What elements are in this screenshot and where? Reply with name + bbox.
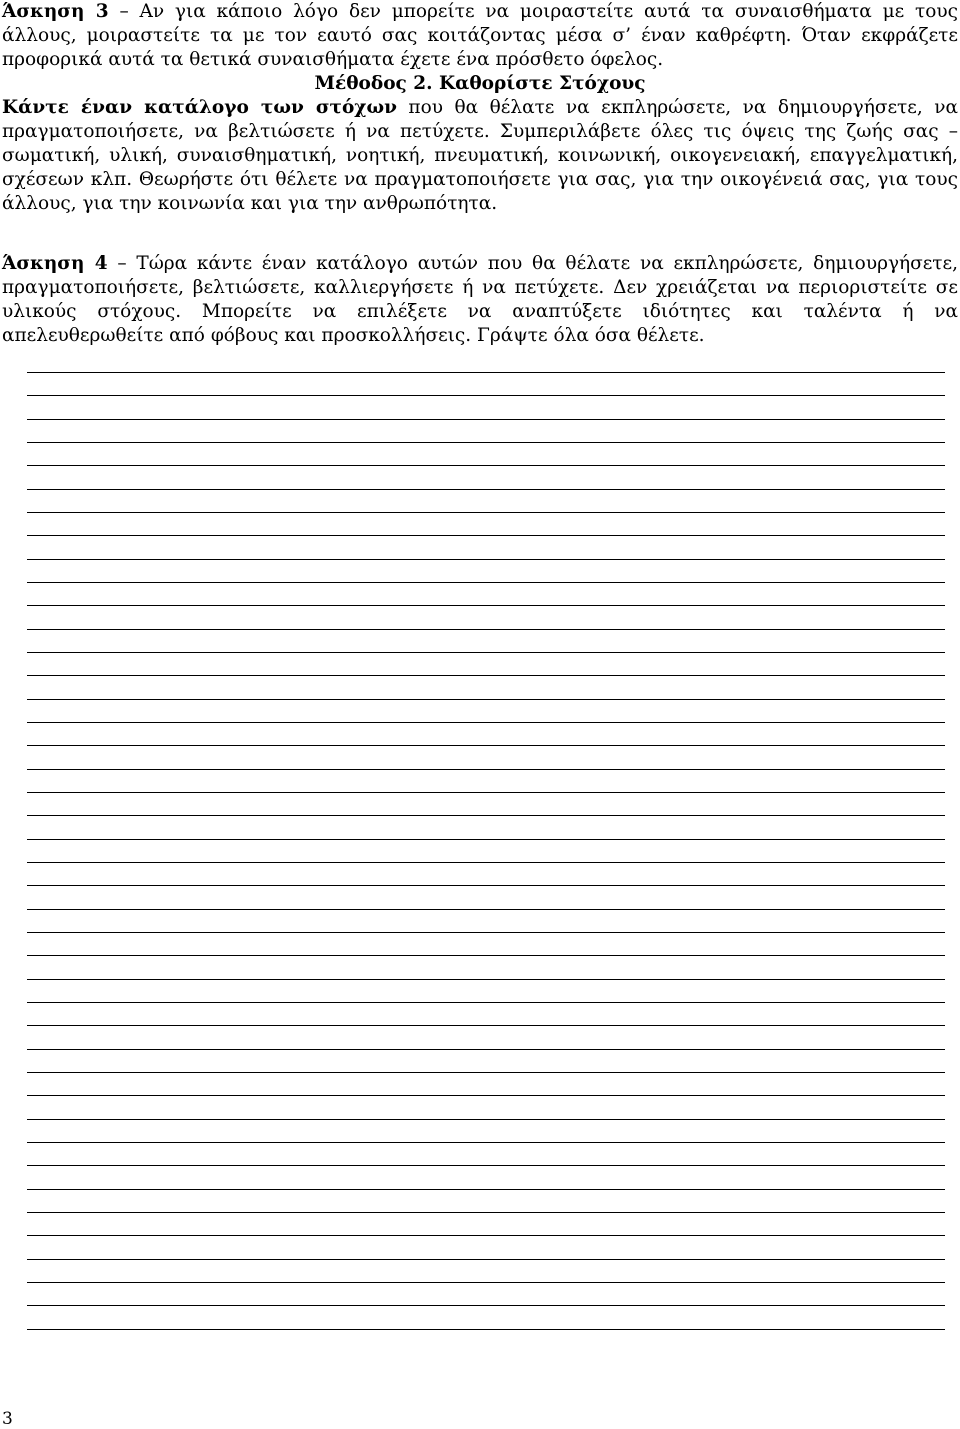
writing-line <box>27 395 945 396</box>
writing-line <box>27 1142 945 1143</box>
writing-line <box>27 909 945 910</box>
writing-line <box>27 489 945 490</box>
writing-line <box>27 792 945 793</box>
writing-line <box>27 605 945 606</box>
writing-line <box>27 932 945 933</box>
writing-line <box>27 465 945 466</box>
writing-line <box>27 1212 945 1213</box>
writing-line <box>27 582 945 583</box>
exercise-3-label: Άσκηση 3 <box>2 1 109 22</box>
writing-line <box>27 442 945 443</box>
exercise-4-label: Άσκηση 4 <box>2 253 108 274</box>
writing-line <box>27 955 945 956</box>
writing-line <box>27 1189 945 1190</box>
writing-line <box>27 1259 945 1260</box>
writing-line <box>27 372 945 373</box>
writing-line <box>27 559 945 560</box>
writing-line <box>27 1049 945 1050</box>
exercise-4-text: Τώρα κάντε έναν κατάλογο αυτών που θα θέλατε να εκπληρώσετε, δημιουργήσετε, πραγματοποιήσετε, βελτιώσετε, καλλιεργήσετε ή να πετύχετε. Δεν χρειάζεται να περιοριστείτε σε υλικούς στόχους. Μπορείτε να επιλέξετε να αναπτύξετε ιδιότητες και ταλέντα ή να απελευθερωθείτε από φόβους και προσκολλήσεις. Γράψτε όλα όσα θέλετε. <box>2 253 958 346</box>
method-2-lead: Κάντε έναν κατάλογο των στόχων <box>2 97 397 118</box>
page-number: 3 <box>2 1409 13 1429</box>
writing-line <box>27 699 945 700</box>
writing-line <box>27 419 945 420</box>
writing-line <box>27 652 945 653</box>
writing-line <box>27 535 945 536</box>
writing-line <box>27 1002 945 1003</box>
writing-line <box>27 745 945 746</box>
writing-line <box>27 815 945 816</box>
exercise-3-text: Αν για κάποιο λόγο δεν μπορείτε να μοιραστείτε αυτά τα συναισθήματα με τους άλλους, μοιραστείτε τα με τον εαυτό σας κοιτάζοντας μέσα σ’ έναν καθρέφτη. Όταν εκφράζετε προφορικά αυτά τα θετικά συναισθήματα έχετε ένα πρόσθετο όφελος. <box>2 1 959 70</box>
method-2-text: που θα θέλατε να εκπληρώσετε, να δημιουργήσετε, να πραγματοποιήσετε, να βελτιώσετε ή να πετύχετε. Συμπεριλάβετε όλες τις όψεις της ζωής σας – σωματική, υλική, συναισθηματική, νοητική, πνευματική, κοινωνική, οικογενειακή, επαγγελματική, σχέσεων κλπ. Θεωρήστε ότι θέλετε να πραγματοποιήσετε για σας, για την οικογένειά σας, για τους άλλους, για την κοινωνία και για την ανθρωπότητα. <box>2 97 958 214</box>
writing-line <box>27 722 945 723</box>
writing-line <box>27 1095 945 1096</box>
writing-line <box>27 885 945 886</box>
writing-line <box>27 1072 945 1073</box>
writing-line <box>27 1305 945 1306</box>
writing-line <box>27 1282 945 1283</box>
exercise-3-dash: – <box>108 1 140 22</box>
method-2-heading: Μέθοδος 2. Καθορίστε Στόχους <box>314 73 646 94</box>
writing-line <box>27 629 945 630</box>
writing-line <box>27 1119 945 1120</box>
writing-line <box>27 512 945 513</box>
writing-line <box>27 769 945 770</box>
writing-line <box>27 1025 945 1026</box>
writing-line <box>27 1165 945 1166</box>
exercise-4-dash: – <box>107 253 137 274</box>
writing-line <box>27 1329 945 1330</box>
writing-line <box>27 839 945 840</box>
writing-line <box>27 675 945 676</box>
writing-line <box>27 979 945 980</box>
writing-line <box>27 1235 945 1236</box>
writing-line <box>27 862 945 863</box>
writing-lines <box>27 0 945 1429</box>
